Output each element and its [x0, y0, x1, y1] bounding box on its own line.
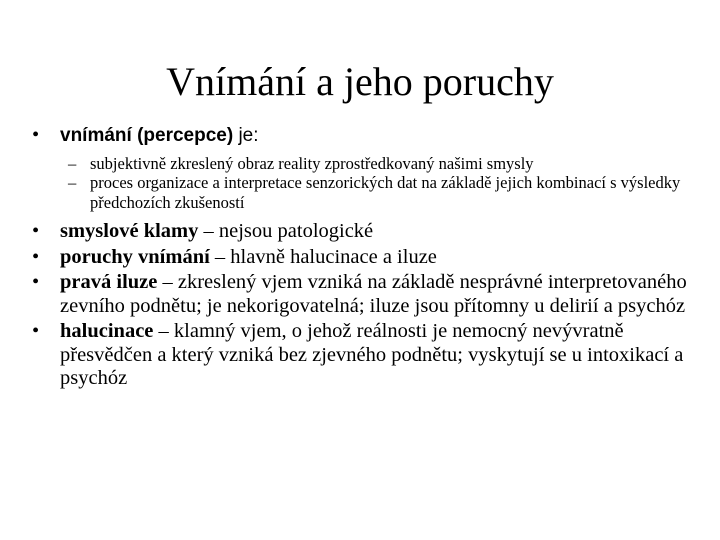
sub-bullet-item — [30, 154, 690, 174]
bullet-marker: • — [32, 245, 40, 268]
sub-bullet-marker: – — [68, 153, 77, 173]
bullet-sensory-illusions — [30, 220, 690, 244]
bullet-text: – nejsou patologické — [198, 220, 374, 242]
bullet-term: halucinace — [60, 320, 154, 342]
bullet-true-illusion — [30, 271, 690, 318]
bullet-text: – zkreslený vjem vzniká na základě nesprávné interpretovaného zevního podnětu; je nekorigovatelná; iluze jsou přítomny u delirií a psychóz — [60, 271, 687, 317]
sub-bullet-item — [30, 173, 690, 212]
bullet-text: – klamný vjem, o jehož reálnosti je nemocný nevývratně přesvědčen a který vzniká bez zjevného podnětu; vyskytují se u intoxikací a psychóz — [60, 320, 684, 389]
bullet-perception — [30, 124, 690, 148]
bullet-text: je: — [233, 125, 259, 146]
bullet-hallucination — [30, 320, 690, 391]
sub-bullet-text: proces organizace a interpretace senzorických dat na základě jejich kombinací s výsledky předchozích zkušeností — [90, 173, 681, 212]
bullet-term: poruchy vnímání — [60, 245, 210, 268]
sub-bullet-list — [30, 154, 690, 213]
sub-bullet-marker: – — [68, 173, 77, 192]
bullet-term: smyslové klamy — [60, 220, 199, 242]
bullet-term: vnímání (percepce) — [60, 125, 234, 146]
bullet-marker: • — [32, 220, 40, 242]
bullet-marker: • — [32, 124, 40, 146]
bullet-text: – hlavně halucinace a iluze — [209, 245, 437, 268]
sub-bullet-text: subjektivně zkreslený obraz reality zprostředkovaný našimi smysly — [90, 153, 534, 173]
slide-content — [30, 120, 690, 391]
bullet-marker: • — [32, 271, 40, 293]
slide-title: Vnímání a jeho poruchy — [166, 59, 554, 104]
bullet-term: pravá iluze — [60, 271, 158, 293]
bullet-perception-disorders — [30, 246, 690, 270]
bullet-marker: • — [32, 320, 40, 342]
